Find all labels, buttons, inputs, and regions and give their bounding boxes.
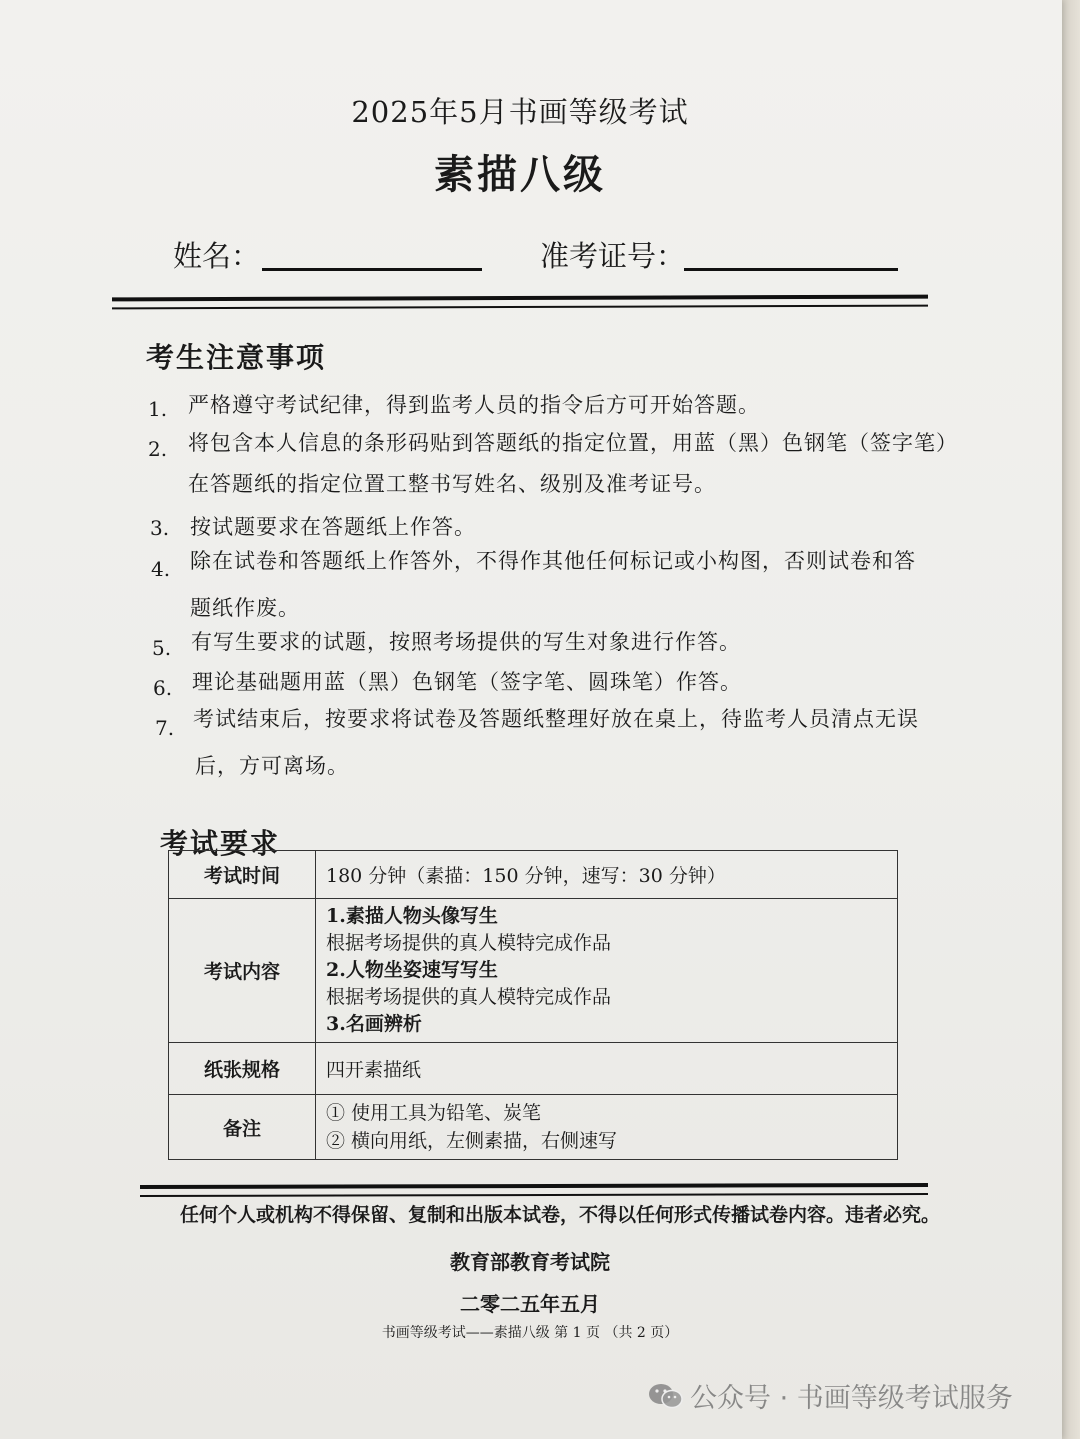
notice-item-cont: 在答题纸的指定位置工整书写姓名、级别及准考证号。	[188, 472, 716, 496]
paper-label: 纸张规格	[169, 1043, 316, 1095]
name-blank	[262, 268, 482, 271]
notice-number: 7.	[155, 716, 175, 740]
content-cell	[316, 899, 898, 1043]
time-label: 考试时间	[169, 851, 316, 899]
content-item-title: 2.人物坐姿速写写生	[326, 959, 498, 981]
exam-id-blank	[684, 268, 898, 271]
notice-title: 考生注意事项	[146, 341, 327, 374]
notice-item: 除在试卷和答题纸上作答外，不得作其他任何标记或小构图，否则试卷和答	[190, 549, 916, 573]
issuer: 教育部教育考试院	[450, 1250, 610, 1274]
level-title: 素描八级	[434, 151, 606, 198]
content-item-desc: 根据考场提供的真人模特完成作品	[326, 932, 612, 954]
notice-item-cont: 题纸作废。	[190, 596, 300, 620]
footer-rule-thick	[140, 1183, 928, 1189]
notice-number: 6.	[153, 676, 173, 700]
page-info: 书画等级考试——素描八级 第 1 页 （共 2 页）	[381, 1325, 679, 1341]
notes-label: 备注	[169, 1095, 316, 1160]
content-item-desc: 根据考场提供的真人模特完成作品	[326, 986, 612, 1008]
content-label: 考试内容	[169, 899, 316, 1043]
note-item: ② 横向用纸，左侧素描，右侧速写	[326, 1130, 618, 1152]
header-rule-thick	[112, 295, 928, 302]
content-item-title: 1.素描人物头像写生	[326, 905, 498, 927]
notice-item-cont: 后，方可离场。	[195, 754, 349, 778]
requirements-table	[168, 850, 898, 1160]
footer-rule-thin	[140, 1193, 928, 1197]
notice-item: 考试结束后，按要求将试卷及答题纸整理好放在桌上，待监考人员清点无误	[193, 707, 919, 731]
exam-id-label: 准考证号：	[540, 239, 686, 273]
table-row	[169, 851, 898, 899]
watermark-text: 公众号 · 书画等级考试服务	[690, 1383, 1013, 1414]
notice-number: 2.	[148, 437, 168, 461]
watermark	[648, 1376, 1068, 1416]
notice-number: 5.	[152, 636, 172, 660]
notice-item: 理论基础题用蓝（黑）色钢笔（签字笔、圆珠笔）作答。	[192, 670, 742, 694]
header-rule-thin	[112, 305, 928, 310]
issue-date: 二零二五年五月	[460, 1292, 600, 1316]
notes-cell	[316, 1095, 898, 1160]
content-item-title: 3.名画辨析	[326, 1013, 422, 1035]
notice-item: 严格遵守考试纪律，得到监考人员的指令后方可开始答题。	[188, 393, 760, 417]
notice-number: 4.	[151, 557, 171, 581]
notice-item: 将包含本人信息的条形码贴到答题纸的指定位置，用蓝（黑）色钢笔（签字笔）	[188, 431, 958, 455]
notice-number: 1.	[148, 397, 168, 421]
notice-item: 按试题要求在答题纸上作答。	[190, 515, 476, 539]
paper-value: 四开素描纸	[316, 1043, 898, 1095]
table-row	[169, 899, 898, 1043]
table-row	[169, 1095, 898, 1160]
table-row	[169, 1043, 898, 1095]
requirements-title: 考试要求	[160, 827, 281, 860]
note-item: ① 使用工具为铅笔、炭笔	[326, 1102, 542, 1124]
name-label: 姓名：	[173, 239, 261, 273]
exam-title: 2025年5月书画等级考试	[351, 95, 689, 129]
time-value: 180 分钟（素描：150 分钟，速写：30 分钟）	[316, 851, 898, 899]
copyright-notice: 任何个人或机构不得保留、复制和出版本试卷，不得以任何形式传播试卷内容。违者必究。	[179, 1204, 940, 1226]
notice-item: 有写生要求的试题，按照考场提供的写生对象进行作答。	[191, 630, 741, 654]
notice-number: 3.	[150, 516, 170, 540]
wechat-icon	[648, 1382, 684, 1410]
